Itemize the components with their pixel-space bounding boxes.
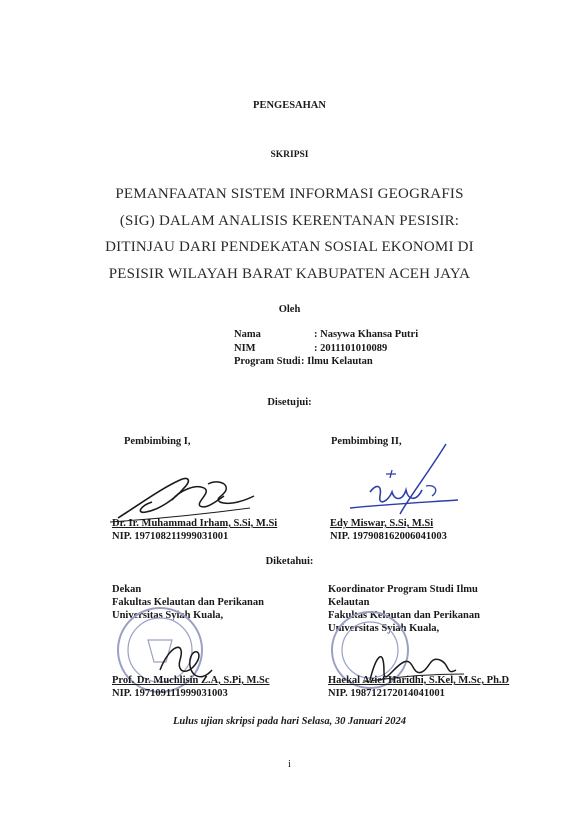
dean-role-2: Fakultas Kelautan dan Perikanan [112,597,264,608]
title-line-1: PEMANFAATAN SISTEM INFORMASI GEOGRAFIS [115,186,464,202]
title-line-4: PESISIR WILAYAH BARAT KABUPATEN ACEH JAYA [108,266,471,282]
dean-nip: NIP. 197109111999031003 [112,688,228,699]
coordinator-nip: NIP. 198712172014041001 [328,688,445,699]
coordinator-role-1: Koordinator Program Studi Ilmu [328,584,478,595]
title-line-2: (SIG) DALAM ANALISIS KERENTANAN PESISIR: [119,213,460,229]
document-type: SKRIPSI [270,150,309,160]
advisor-2-nip: NIP. 197908162006041003 [330,531,447,542]
nim-label: NIM [234,343,256,354]
coordinator-role-3: Fakultas Kelautan dan Perikanan [328,610,480,621]
coordinator-role-4: Universitas Syiah Kuala, [328,623,440,634]
approved-label: Disetujui: [267,397,312,408]
page-number: i [288,759,291,770]
name-value: : Nasywa Khansa Putri [314,329,419,340]
coordinator-signature [360,636,470,696]
coordinator-name: Haekal Azief Haridhi, S.Kel, M.Sc, Ph.D [328,675,510,686]
advisor-1-name: Dr. Ir. Muhammad Irham, S.Si, M.Si [112,518,278,529]
acknowledged-label: Diketahui: [265,556,314,567]
prodi-label: Program Studi [234,356,301,367]
title-line-3: DITINJAU DARI PENDEKATAN SOSIAL EKONOMI DI [105,239,474,255]
prodi-value: : Ilmu Kelautan [301,356,373,367]
dean-name: Prof. Dr. Muchlisin Z.A, S.Pi, M.Sc [112,675,270,686]
dean-role-3: Universitas Syiah Kuala, [112,610,224,621]
advisor-2-name: Edy Miswar, S.Si, M.Si [330,518,434,529]
page-heading: PENGESAHAN [253,100,326,111]
advisor-1-nip: NIP. 197108211999031001 [112,531,229,542]
name-label: Nama [234,329,261,340]
advisor-2-signature [330,440,470,530]
exam-pass-note: Lulus ujian skripsi pada hari Selasa, 30 Januari 2024 [172,716,407,727]
advisor-2-role: Pembimbing II, [331,436,402,447]
advisor-1-role: Pembimbing I, [124,436,191,447]
coordinator-role-2: Kelautan [328,597,370,608]
by-label: Oleh [278,304,301,315]
dean-role-1: Dekan [112,584,142,595]
nim-value: : 2011101010089 [314,343,388,354]
